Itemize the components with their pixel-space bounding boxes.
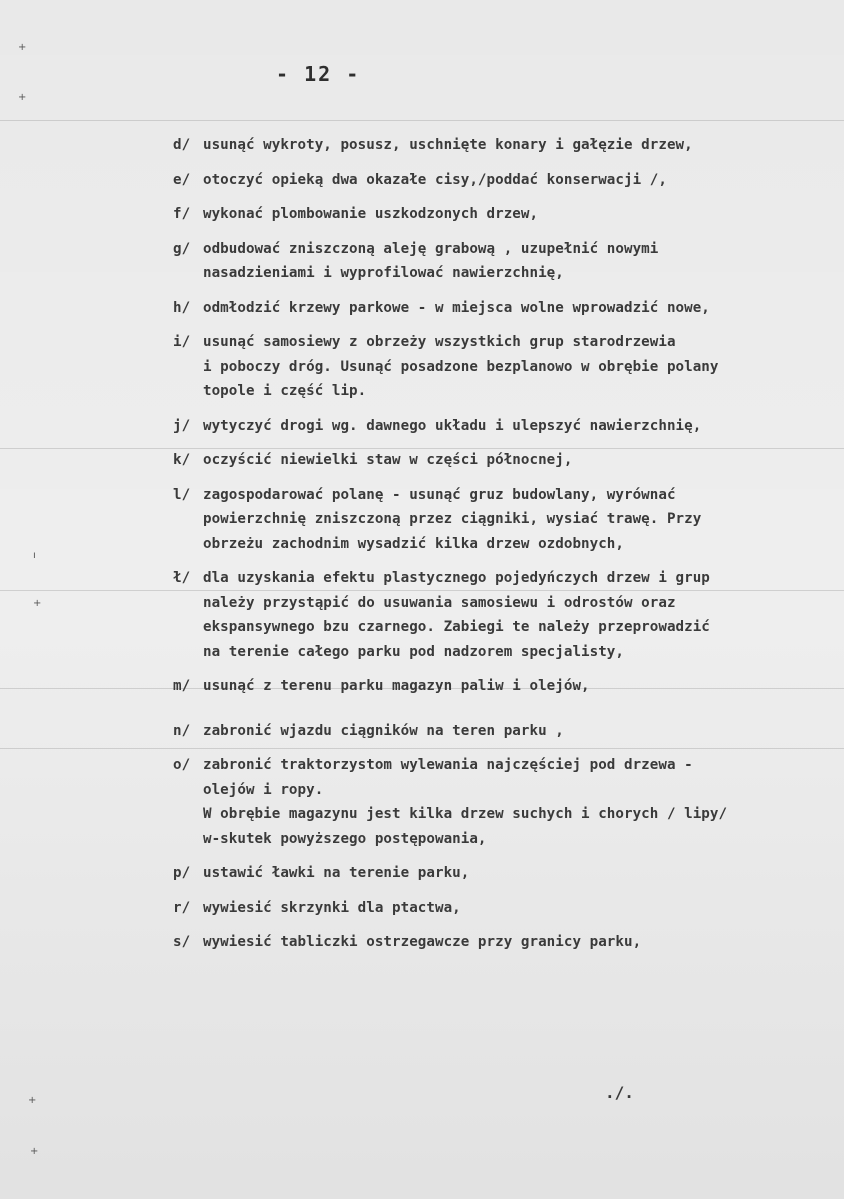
- item-marker: h/: [173, 299, 191, 316]
- item-text-line: zabronić wjazdu ciągników na teren parku ,: [203, 722, 564, 739]
- list-item: [173, 237, 839, 286]
- punch-mark: +: [30, 1146, 39, 1157]
- item-text-line: wykonać plombowanie uszkodzonych drzew,: [203, 206, 539, 222]
- item-text-line: wywiesić skrzynki dla ptactwa,: [203, 899, 461, 916]
- item-text: [203, 896, 839, 921]
- item-text-line: otoczyć opieką dwa okazałe cisy,/poddać konserwacji /,: [203, 171, 667, 188]
- item-text: [203, 566, 839, 664]
- item-text-line: usunąć z terenu parku magazyn paliw i olejów,: [203, 678, 590, 694]
- item-text: [203, 414, 839, 439]
- item-text: [203, 753, 839, 851]
- item-text: [203, 448, 839, 473]
- item-marker: i/: [173, 334, 191, 350]
- item-marker: k/: [173, 452, 191, 468]
- item-text-line: ustawić ławki na terenie parku,: [203, 865, 470, 881]
- item-text-line: dla uzyskania efektu plastycznego pojedyńczych drzew i grup: [203, 570, 710, 586]
- item-marker: j/: [173, 417, 191, 434]
- punch-mark: ı: [33, 550, 36, 561]
- item-text: [203, 861, 839, 886]
- item-marker: o/: [173, 757, 191, 773]
- list-item: [173, 168, 839, 193]
- punch-mark: +: [18, 42, 27, 53]
- item-text-line: wywiesić tabliczki ostrzegawcze przy granicy parku,: [203, 934, 642, 950]
- list-item: [173, 296, 839, 321]
- list-item: [173, 719, 839, 744]
- item-text-line: nasadzieniami i wyprofilować nawierzchnię,: [203, 265, 564, 281]
- list-item: [173, 674, 839, 699]
- item-text: [203, 674, 839, 699]
- punch-mark: +: [18, 92, 27, 103]
- item-text: [203, 330, 839, 404]
- punch-mark: +: [28, 1095, 37, 1106]
- list-item: [173, 330, 839, 404]
- item-text-line: powierzchnię zniszczoną przez ciągniki, wysiać trawę. Przy: [203, 511, 702, 527]
- item-marker: d/: [173, 137, 191, 153]
- item-marker: ł/: [173, 570, 191, 586]
- item-text: [203, 168, 839, 193]
- item-text: [203, 296, 839, 321]
- item-text-line: ekspansywnego bzu czarnego. Zabiegi te należy przeprowadzić: [203, 619, 710, 635]
- item-text-line: obrzeżu zachodnim wysadzić kilka drzew ozdobnych,: [203, 535, 624, 552]
- page-number: - 12 -: [276, 62, 361, 86]
- list-item: [173, 930, 839, 955]
- item-text-line: w-skutek powyższego postępowania,: [203, 830, 487, 847]
- list-item: [173, 133, 839, 158]
- item-text-line: należy przystąpić do usuwania samosiewu i odrostów oraz: [203, 594, 676, 611]
- paper-fold-line: [0, 120, 844, 121]
- item-marker: l/: [173, 486, 191, 503]
- punch-mark: +: [33, 598, 42, 609]
- item-text: [203, 202, 839, 227]
- item-text-line: na terenie całego parku pod nadzorem specjalisty,: [203, 643, 624, 660]
- item-marker: n/: [173, 722, 191, 739]
- item-text-line: W obrębie magazynu jest kilka drzew suchych i chorych / lipy/: [203, 806, 728, 822]
- item-text-line: i poboczy dróg. Usunąć posadzone bezplanowo w obrębie polany: [203, 358, 719, 375]
- item-text-line: zagospodarować polanę - usunąć gruz budowlany, wyrównać: [203, 486, 676, 503]
- item-text-line: usunąć samosiewy z obrzeży wszystkich grup starodrzewia: [203, 334, 676, 350]
- item-text: [203, 930, 839, 955]
- item-text: [203, 719, 839, 744]
- item-text-line: olejów i ropy.: [203, 781, 324, 798]
- item-marker: m/: [173, 678, 191, 694]
- list-item: [173, 414, 839, 439]
- list-item: [173, 896, 839, 921]
- list-item: [173, 483, 839, 557]
- item-marker: g/: [173, 240, 191, 257]
- item-marker: s/: [173, 934, 191, 950]
- item-text: [203, 483, 839, 557]
- item-text-line: odmłodzić krzewy parkowe - w miejsca wolne wprowadzić nowe,: [203, 299, 710, 316]
- item-text-line: zabronić traktorzystom wylewania najczęściej pod drzewa -: [203, 757, 693, 773]
- continuation-mark: ./.: [605, 1083, 634, 1102]
- item-marker: r/: [173, 899, 191, 916]
- instruction-list: [173, 133, 839, 955]
- item-text-line: oczyścić niewielki staw w części północnej,: [203, 452, 573, 468]
- item-text-line: topole i część lip.: [203, 383, 367, 399]
- list-item: [173, 448, 839, 473]
- item-text-line: odbudować zniszczoną aleję grabową , uzupełnić nowymi: [203, 240, 659, 257]
- list-item: [173, 753, 839, 851]
- list-item: [173, 566, 839, 664]
- item-text-line: usunąć wykroty, posusz, uschnięte konary i gałęzie drzew,: [203, 137, 693, 153]
- list-item: [173, 861, 839, 886]
- item-text: [203, 133, 839, 158]
- item-marker: p/: [173, 865, 191, 881]
- item-text-line: wytyczyć drogi wg. dawnego układu i ulepszyć nawierzchnię,: [203, 417, 702, 434]
- item-text: [203, 237, 839, 286]
- list-item: [173, 202, 839, 227]
- item-marker: e/: [173, 171, 191, 188]
- item-marker: f/: [173, 206, 191, 222]
